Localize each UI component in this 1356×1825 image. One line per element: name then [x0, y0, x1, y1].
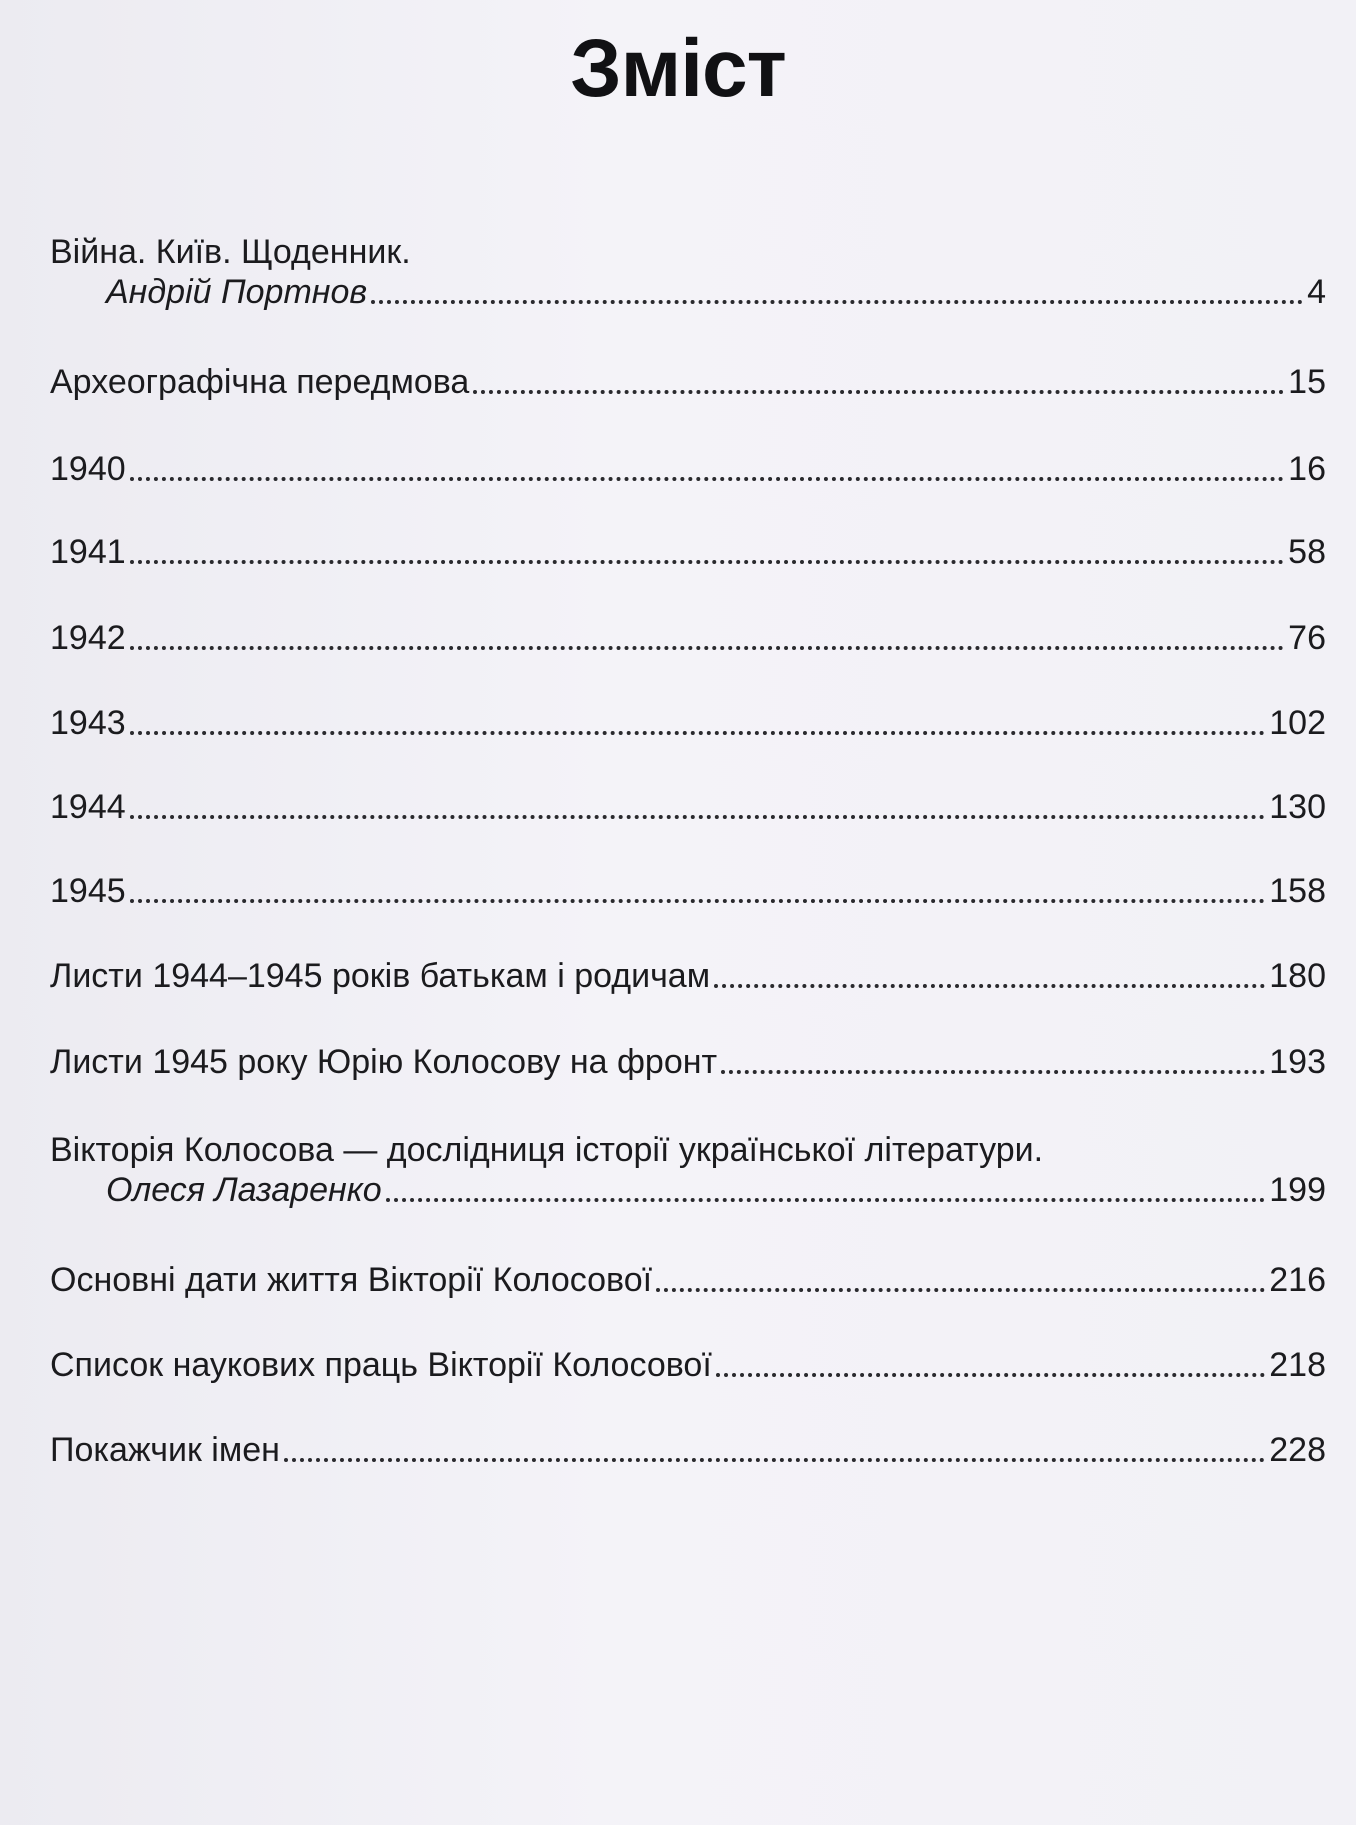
toc-entry-title: Листи 1944–1945 років батькам і родичам	[50, 957, 711, 995]
dot-leader	[371, 300, 1303, 304]
toc-entry-page: 216	[1269, 1261, 1326, 1299]
dot-leader	[130, 477, 1285, 481]
toc-entry-page: 180	[1269, 957, 1326, 995]
dot-leader	[130, 560, 1285, 564]
toc-entry	[50, 618, 1326, 658]
toc-entry-title: 1941	[50, 533, 126, 571]
toc-entry	[50, 1260, 1326, 1300]
toc-entry-title: 1940	[50, 450, 126, 488]
table-of-contents	[50, 0, 1326, 1825]
dot-leader	[130, 731, 1266, 735]
dot-leader	[473, 390, 1284, 394]
toc-entry-page: 15	[1288, 363, 1326, 401]
toc-entry	[50, 871, 1326, 911]
toc-entry-page: 16	[1288, 450, 1326, 488]
toc-entry-page: 102	[1269, 704, 1326, 742]
toc-entry-title: 1945	[50, 872, 126, 910]
toc-entry-page: 158	[1269, 872, 1326, 910]
toc-entry-title: Вікторія Колосова — дослідниця історії української літератури.	[50, 1131, 1044, 1169]
toc-entry	[50, 1430, 1326, 1470]
toc-entry	[50, 1345, 1326, 1385]
toc-entry	[50, 362, 1326, 402]
page-title: Зміст	[570, 23, 786, 114]
toc-entry-page: 228	[1269, 1431, 1326, 1469]
dot-leader	[721, 1070, 1265, 1074]
toc-entry	[50, 1130, 1326, 1210]
toc-entry-page: 218	[1269, 1346, 1326, 1384]
dot-leader	[130, 815, 1266, 819]
toc-entry	[50, 532, 1326, 572]
toc-entry-title: Покажчик імен	[50, 1431, 280, 1469]
toc-entry	[50, 703, 1326, 743]
dot-leader	[714, 984, 1265, 988]
dot-leader	[716, 1373, 1265, 1377]
toc-entry	[50, 449, 1326, 489]
toc-entry	[50, 1042, 1326, 1082]
toc-entry-title: Основні дати життя Вікторії Колосової	[50, 1261, 653, 1299]
toc-entry-title: Археографічна передмова	[50, 363, 470, 401]
toc-entry-page: 193	[1269, 1043, 1326, 1081]
toc-entry	[50, 956, 1326, 996]
toc-entry-author: Олеся Лазаренко	[106, 1171, 382, 1209]
toc-entry-page: 58	[1288, 533, 1326, 571]
toc-entry-title: 1943	[50, 704, 126, 742]
toc-entry-author: Андрій Портнов	[106, 273, 368, 311]
toc-entry-page: 76	[1288, 619, 1326, 657]
toc-entry-page: 130	[1269, 788, 1326, 826]
toc-entry-page: 199	[1269, 1171, 1326, 1209]
toc-entry-title: 1944	[50, 788, 126, 826]
toc-entry-title: Листи 1945 року Юрію Колосову на фронт	[50, 1043, 718, 1081]
toc-entry-title: Список наукових праць Вікторії Колосової	[50, 1346, 712, 1384]
dot-leader	[656, 1288, 1265, 1292]
dot-leader	[284, 1458, 1265, 1462]
dot-leader	[130, 899, 1266, 903]
dot-leader	[130, 646, 1285, 650]
toc-entry-page: 4	[1307, 273, 1326, 311]
dot-leader	[386, 1198, 1266, 1202]
toc-entry	[50, 232, 1326, 312]
toc-entry-title: 1942	[50, 619, 126, 657]
toc-entry-title: Війна. Київ. Щоденник.	[50, 233, 411, 271]
toc-entry	[50, 787, 1326, 827]
